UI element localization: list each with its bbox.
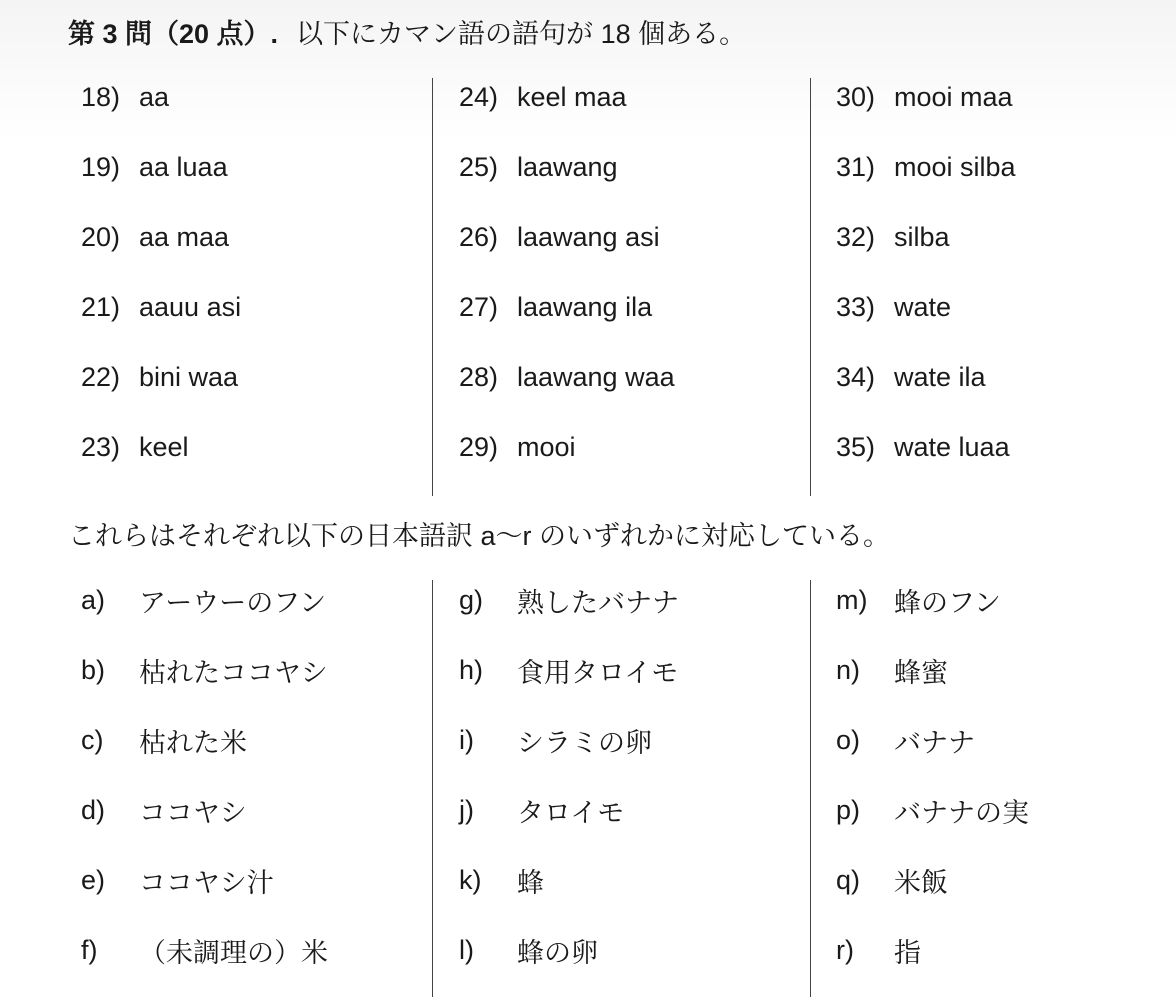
problem-heading — [68, 14, 746, 54]
phrase-item — [836, 202, 1016, 272]
phrase-item — [459, 342, 675, 412]
phrase-number: 34) — [836, 361, 876, 392]
translation-item — [81, 775, 328, 845]
translation-text: 枯れた米 — [139, 727, 247, 758]
phrase-item — [459, 272, 675, 342]
phrase-item — [836, 342, 1016, 412]
phrase-number: 25) — [459, 151, 499, 182]
phrase-number: 20) — [81, 221, 121, 252]
phrase-number: 32) — [836, 221, 876, 252]
phrase-item — [836, 412, 1016, 482]
phrase-column-2 — [459, 62, 675, 482]
translation-text: 指 — [894, 937, 921, 968]
phrase-item — [459, 132, 675, 202]
translation-item — [81, 705, 328, 775]
translation-letter: k) — [459, 864, 482, 895]
translation-item — [459, 565, 679, 635]
translation-letter: d) — [81, 794, 106, 825]
translation-letter: b) — [81, 654, 106, 685]
translation-letter: o) — [836, 724, 861, 755]
translation-item — [836, 845, 1029, 915]
translation-text: 蜂蜜 — [894, 657, 948, 688]
phrase-item — [459, 412, 675, 482]
phrase-text: silba — [894, 221, 950, 252]
phrase-text: mooi maa — [894, 81, 1013, 112]
phrase-number: 19) — [81, 151, 121, 182]
translation-letter: g) — [459, 584, 484, 615]
phrase-column-3 — [836, 62, 1016, 482]
translation-text: 米飯 — [894, 867, 948, 898]
translation-letter: c) — [81, 724, 104, 755]
phrase-item — [81, 412, 241, 482]
translation-item — [81, 565, 328, 635]
translation-text: バナナ — [894, 727, 975, 758]
translation-item — [459, 775, 679, 845]
phrase-text: laawang ila — [517, 291, 653, 322]
translation-letter: j) — [459, 794, 474, 825]
phrase-item — [459, 202, 675, 272]
translation-letter: e) — [81, 864, 106, 895]
translation-letter: f) — [81, 934, 98, 965]
translation-letter: m) — [836, 584, 868, 615]
column-divider — [810, 78, 811, 496]
translation-column-2 — [459, 565, 679, 985]
instruction-text: これらはそれぞれ以下の日本語訳 a〜r のいずれかに対応している。 — [68, 521, 891, 551]
phrase-number: 27) — [459, 291, 499, 322]
column-divider — [432, 580, 433, 997]
translation-item — [459, 845, 679, 915]
phrase-number: 29) — [459, 431, 499, 462]
phrase-text: aauu asi — [139, 291, 242, 322]
translation-item — [836, 705, 1029, 775]
phrase-number: 33) — [836, 291, 876, 322]
phrase-number: 30) — [836, 81, 876, 112]
translation-item — [459, 915, 679, 985]
phrase-item — [81, 272, 241, 342]
phrase-column-1 — [81, 62, 241, 482]
translation-item — [459, 705, 679, 775]
phrase-text: wate ila — [894, 361, 986, 392]
translation-item — [459, 635, 679, 705]
phrase-item — [81, 62, 241, 132]
phrase-number: 28) — [459, 361, 499, 392]
translation-item — [836, 775, 1029, 845]
translation-letter: p) — [836, 794, 861, 825]
translation-text: （未調理の）米 — [139, 937, 328, 968]
phrase-number: 31) — [836, 151, 876, 182]
phrase-item — [836, 62, 1016, 132]
translation-text: アーウーのフン — [139, 587, 327, 618]
translation-column-3 — [836, 565, 1029, 985]
phrase-text: aa luaa — [139, 151, 228, 182]
translation-text: 熟したバナナ — [517, 587, 679, 618]
translation-item — [81, 915, 328, 985]
phrase-number: 23) — [81, 431, 121, 462]
translation-text: 枯れたココヤシ — [139, 657, 328, 688]
translation-letter: q) — [836, 864, 861, 895]
phrase-number: 22) — [81, 361, 121, 392]
translation-text: 蜂の卵 — [517, 937, 598, 968]
column-divider — [810, 580, 811, 997]
phrase-item — [81, 342, 241, 412]
translation-letter: i) — [459, 724, 474, 755]
translation-text: タロイモ — [517, 797, 625, 828]
phrase-text: aa — [139, 81, 170, 112]
translation-letter: n) — [836, 654, 861, 685]
phrase-item — [836, 272, 1016, 342]
translation-item — [836, 915, 1029, 985]
translation-text: ココヤシ — [139, 797, 247, 828]
phrase-number: 26) — [459, 221, 499, 252]
problem-intro: 以下にカマン語の語句が 18 個ある。 — [296, 19, 747, 49]
translation-item — [81, 635, 328, 705]
translation-letter: r) — [836, 934, 854, 965]
phrase-text: laawang waa — [517, 361, 675, 392]
translation-text: ココヤシ汁 — [139, 867, 274, 898]
translation-text: 蜂のフン — [894, 587, 1001, 618]
translation-text: バナナの実 — [894, 797, 1029, 828]
phrase-number: 21) — [81, 291, 121, 322]
phrase-item — [459, 62, 675, 132]
translation-letter: h) — [459, 654, 484, 685]
phrase-text: laawang asi — [517, 221, 660, 252]
phrase-item — [81, 132, 241, 202]
translation-letter: a) — [81, 584, 106, 615]
translation-column-1 — [81, 565, 328, 985]
phrase-item — [81, 202, 241, 272]
translation-item — [836, 565, 1029, 635]
problem-number: 第 3 問（20 点）. — [68, 19, 279, 49]
phrase-text: mooi silba — [894, 151, 1016, 182]
translation-item — [81, 845, 328, 915]
translation-item — [836, 635, 1029, 705]
translation-letter: l) — [459, 934, 474, 965]
phrase-text: keel maa — [517, 81, 627, 112]
translation-text: シラミの卵 — [517, 727, 652, 758]
phrase-item — [836, 132, 1016, 202]
phrase-text: wate luaa — [894, 431, 1010, 462]
translation-text: 食用タロイモ — [517, 657, 679, 688]
phrase-number: 24) — [459, 81, 499, 112]
phrase-text: wate — [894, 291, 952, 322]
phrase-text: laawang — [517, 151, 618, 182]
phrase-number: 35) — [836, 431, 876, 462]
phrase-text: mooi — [517, 431, 576, 462]
column-divider — [432, 78, 433, 496]
translation-text: 蜂 — [517, 867, 544, 898]
phrase-text: aa maa — [139, 221, 230, 252]
phrase-text: keel — [139, 431, 189, 462]
phrase-text: bini waa — [139, 361, 239, 392]
phrase-number: 18) — [81, 81, 121, 112]
